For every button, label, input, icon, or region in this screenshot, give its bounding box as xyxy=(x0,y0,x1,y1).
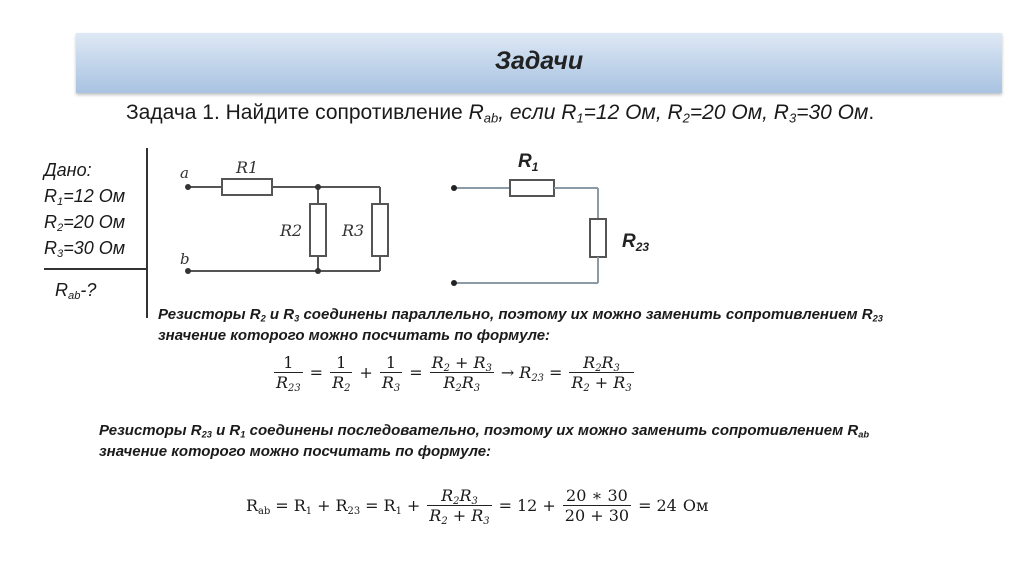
equiv-r23-label: $R_{23}$ xyxy=(622,231,650,254)
given-divider-vertical xyxy=(146,148,148,318)
equivalent-circuit xyxy=(440,145,680,295)
r3-label: R3 xyxy=(342,221,365,240)
node-a-label: a xyxy=(180,164,189,182)
circuit-diagram xyxy=(170,150,410,280)
node-b-label: b xyxy=(180,250,190,268)
equiv-r1-label: $R_1$ xyxy=(518,151,539,174)
page-title: Задачи xyxy=(494,47,584,75)
given-r2: $R_2=20$ Ом xyxy=(44,212,126,235)
given-r1: $R_1=12$ Ом xyxy=(44,186,126,209)
task-statement: Задача 1. Найдите сопротивление $R_{ab}$, если $R_1=12$ Ом, $R_2=20$ Ом, $R_3=30$ Ом. xyxy=(126,101,875,126)
r1-label: R1 xyxy=(236,158,259,177)
given-title: Дано: xyxy=(44,160,92,180)
parallel-formula: $\frac{1}{R_{23}}$ = $\frac{1}{R_2}$ + $\frac{1}{R_3}$ = $\frac{R_2 + R_3}{R_2R_3}$ → $R_{23}$ = $\frac{R_2R_3}{R_2 + R_3}$ xyxy=(276,353,632,394)
r2-label: R2 xyxy=(280,221,303,240)
given-block xyxy=(44,157,125,261)
parallel-explanation: Резисторы $R_2$ и $R_3$ соединены параллельно, поэтому их можно заменить сопротивлением $R_{23}$ значение которого можно посчитать по формуле: xyxy=(158,306,883,344)
series-formula: $R_{ab} = R_1 + R_{23} = R_1$ + $\frac{R_2R_3}{R_2 + R_3}$ = 12 + $\frac{20 ∗ 30}{20 + 30}$ = 24 Ом xyxy=(246,486,709,527)
find-rab: $R_{ab}-$? xyxy=(55,280,97,303)
given-divider-horizontal xyxy=(44,268,148,270)
title-banner xyxy=(76,33,1002,93)
series-explanation: Резисторы $R_{23}$ и $R_1$ соединены последовательно, поэтому их можно заменить сопротивлением $R_{ab}$ значение которого можно посчитать по формуле: xyxy=(99,422,870,460)
given-r3: $R_3=30$ Ом xyxy=(44,238,126,261)
